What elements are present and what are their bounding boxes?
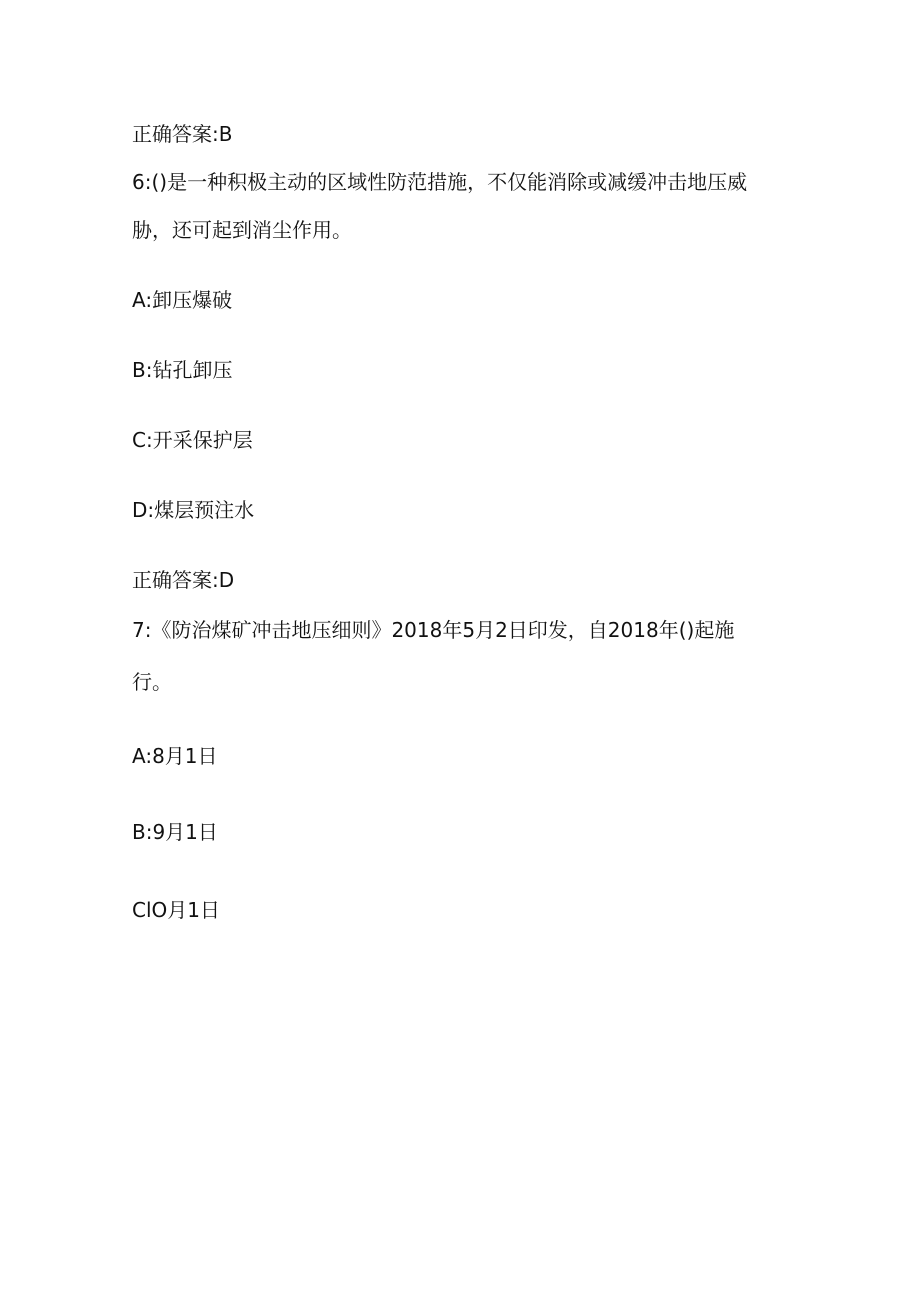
question-7-option-c: ClO月1日 xyxy=(132,898,220,922)
question-6-text-line-1: 6:()是一种积极主动的区域性防范措施，不仅能消除或减缓冲击地压威 xyxy=(132,170,748,194)
question-7-text-line-1: 7:《防治煤矿冲击地压细则》2018年5月2日印发，自2018年()起施 xyxy=(132,618,735,642)
question-6-option-a: A:卸压爆破 xyxy=(132,288,233,312)
question-7-option-a: A:8月1日 xyxy=(132,744,218,768)
question-6-option-d: D:煤层预注水 xyxy=(132,498,255,522)
question-7-option-b: B:9月1日 xyxy=(132,820,218,844)
answer-line: 正确答案:B xyxy=(132,122,233,146)
question-6-option-c: C:开采保护层 xyxy=(132,428,253,452)
question-7-text-line-2: 行。 xyxy=(132,670,172,694)
question-6-option-b: B:钻孔卸压 xyxy=(132,358,233,382)
question-6-answer: 正确答案:D xyxy=(132,568,235,592)
question-6-text-line-2: 胁，还可起到消尘作用。 xyxy=(132,218,352,242)
